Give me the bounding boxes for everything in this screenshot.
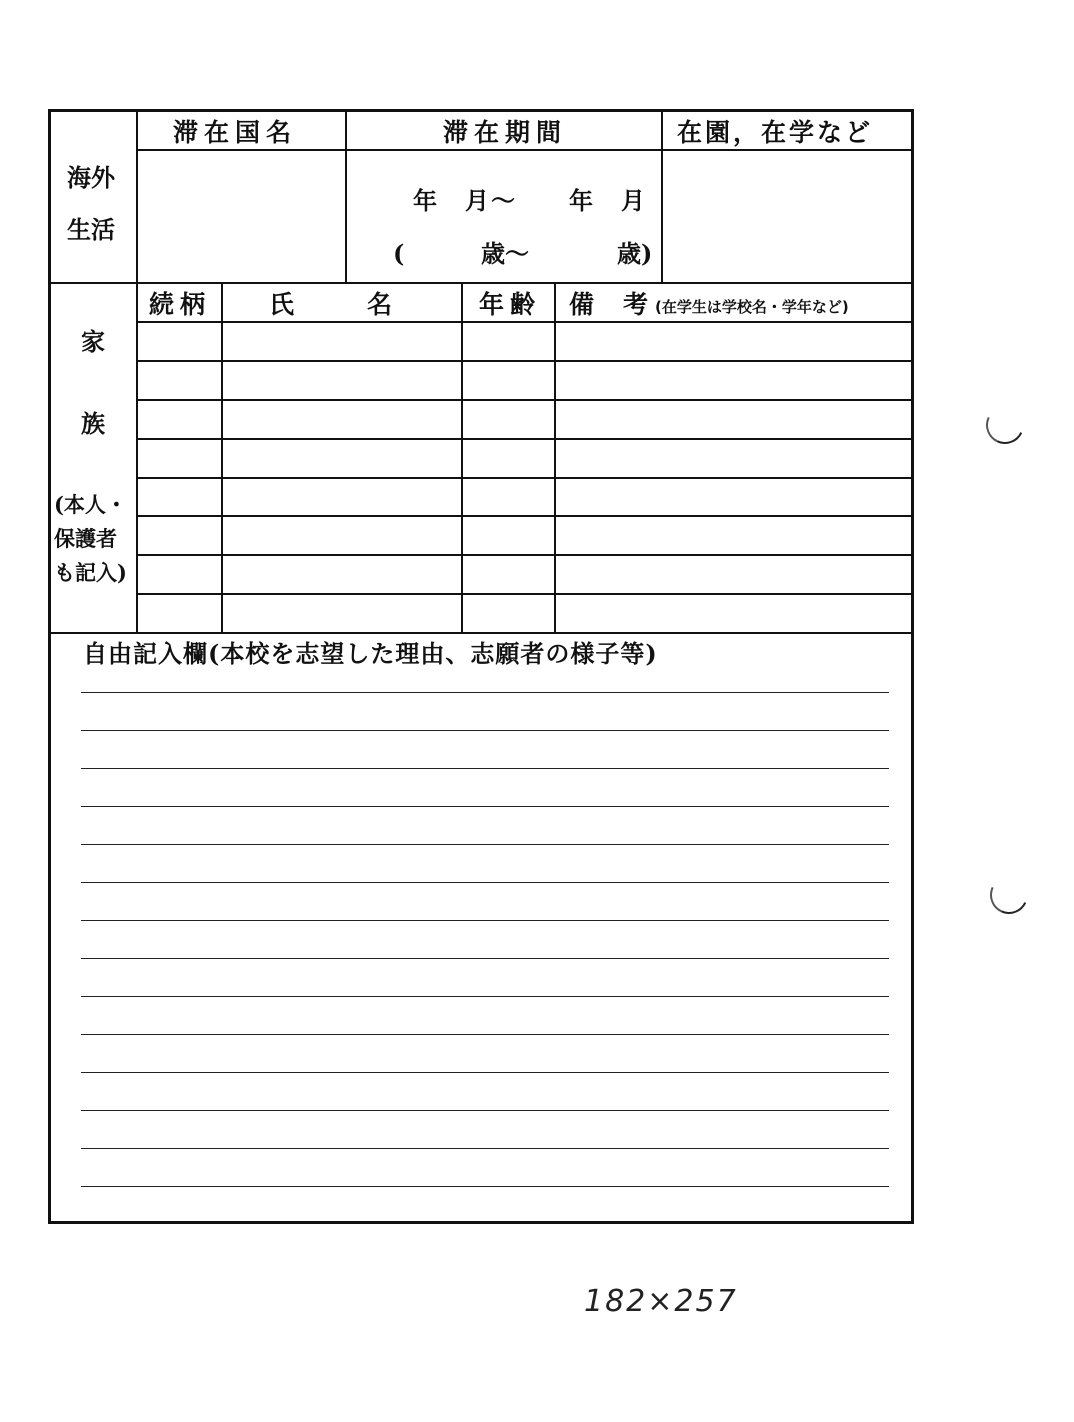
family-label-2: 族 (81, 409, 105, 438)
free-entry-line (81, 692, 889, 693)
period-age-mid: 歳～ (481, 239, 529, 268)
family-label-note-1: (本人・ (54, 492, 127, 517)
age-column-divider (554, 282, 556, 632)
free-entry-line (81, 1186, 889, 1187)
col-age-header: 年齢 (479, 290, 542, 319)
col-school-header: 在園，在学など (677, 118, 874, 147)
free-entry-line (81, 1072, 889, 1073)
family-header-line (136, 321, 914, 323)
country-column-divider (345, 112, 347, 282)
col-name-header-1: 氏 (269, 290, 301, 319)
free-entry-line (81, 1148, 889, 1149)
free-entry-line (81, 882, 889, 883)
overseas-header-line (136, 149, 914, 151)
col-period-header: 滞在期間 (443, 118, 568, 147)
period-age-open: ( (393, 239, 405, 268)
application-form (48, 109, 914, 1224)
col-name-header-2: 名 (367, 290, 399, 319)
overseas-label-line1: 海外 (67, 163, 115, 192)
free-entry-line (81, 996, 889, 997)
col-country-header: 滞在国名 (173, 118, 298, 147)
punch-hole-bottom (985, 871, 1034, 920)
family-row-line (136, 554, 914, 556)
handwritten-size-note: 182×257 (584, 1284, 738, 1319)
col-remarks-note: (在学生は学校名・学年など) (655, 298, 849, 316)
free-entry-line (81, 920, 889, 921)
family-label-note-3: も記入) (54, 560, 127, 585)
family-label-1: 家 (81, 327, 105, 356)
free-entry-line (81, 844, 889, 845)
free-entry-line (81, 806, 889, 807)
family-label-note-2: 保護者 (54, 526, 117, 551)
section-divider (51, 282, 914, 284)
free-entry-divider (51, 632, 914, 634)
family-row-line (136, 477, 914, 479)
period-column-divider (661, 112, 663, 282)
free-entry-line (81, 768, 889, 769)
free-entry-line (81, 1110, 889, 1111)
col-remarks-header: 備 考 (569, 290, 651, 319)
name-column-divider (461, 282, 463, 632)
period-dates: 年 月～ 年 月 (413, 186, 647, 215)
col-relation-header: 続柄 (149, 290, 212, 319)
family-row-line (136, 360, 914, 362)
free-entry-title: 自由記入欄(本校を志望した理由、志願者の様子等) (83, 639, 658, 668)
free-entry-line (81, 958, 889, 959)
family-row-line (136, 515, 914, 517)
punch-hole-top (981, 401, 1030, 450)
overseas-label-line2: 生活 (67, 215, 115, 244)
family-row-line (136, 438, 914, 440)
relation-column-divider (221, 282, 223, 632)
family-row-line (136, 593, 914, 595)
family-row-line (136, 399, 914, 401)
period-age-close: 歳) (617, 239, 653, 268)
free-entry-line (81, 730, 889, 731)
free-entry-line (81, 1034, 889, 1035)
